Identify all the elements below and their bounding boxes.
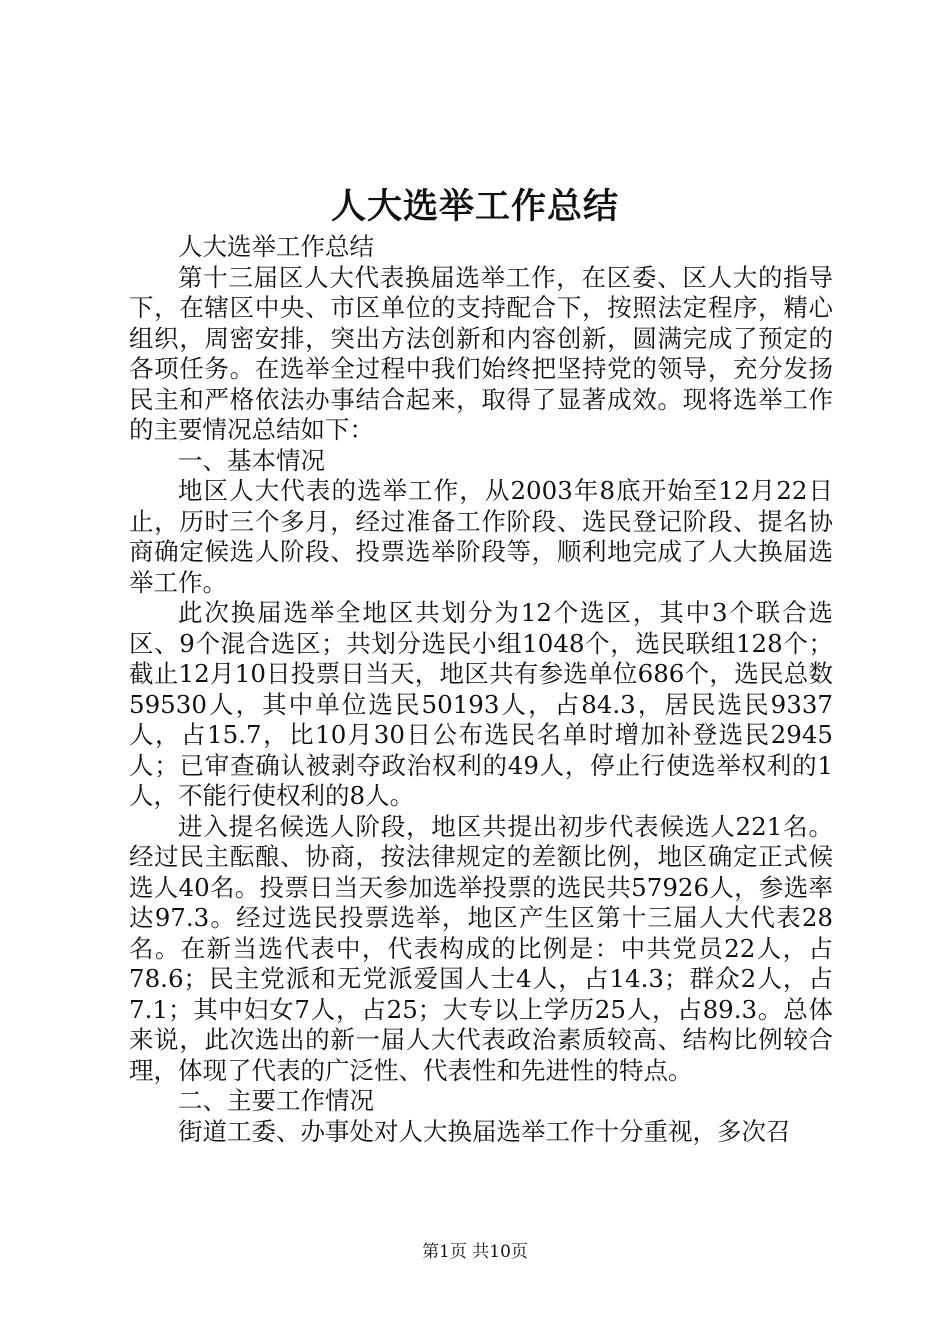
paragraph-subtitle: 人大选举工作总结 — [178, 232, 374, 261]
paragraph-timeline: 地区人大代表的选举工作，从2003年8底开始至12月22日止，历时三个多月，经过准备工作阶段、选民登记阶段、提名协商确定候选人阶段、投票选举阶段等，顺利地完成了人大换届选举工作。 — [129, 476, 833, 597]
paragraph-districts: 此次换届选举全地区共划分为12个选区，其中3个联合选区、9个混合选区；共划分选民小组1048个，选民联组128个；截止12月10日投票日当天，地区共有参选单位686个，选民总数59530人，其中单位选民50193人，占84.3，居民选民9337人，占15.7，比10月30日公布选民名单时增加补登选民2945人；已审查确认被剥夺政治权利的49人，停止行使选举权利的1人，不能行使权利的8人。 — [129, 598, 833, 810]
page-title: 人大选举工作总结 — [330, 187, 619, 227]
section-heading-basic: 一、基本情况 — [178, 445, 325, 475]
paragraph-work-start: 街道工委、办事处对人大换届选举工作十分重视，多次召 — [178, 1116, 791, 1146]
document-body — [129, 232, 833, 1147]
section-heading-main-work: 二、主要工作情况 — [178, 1086, 374, 1115]
paragraph-intro: 第十三届区人大代表换届选举工作，在区委、区人大的指导下，在辖区中央、市区单位的支持配合下，按照法定程序，精心组织，周密安排，突出方法创新和内容创新，圆满完成了预定的各项任务。在选举全过程中我们始终把坚持党的领导，充分发扬民主和严格依法办事结合起来，取得了显著成效。现将选举工作的主要情况总结如下： — [129, 262, 833, 444]
page-footer: 第1页 共10页 — [422, 1242, 528, 1262]
paragraph-candidates: 进入提名候选人阶段，地区共提出初步代表候选人221名。经过民主酝酿、协商，按法律规定的差额比例，地区确定正式候选人40名。投票日当天参加选举投票的选民共57926人，参选率达97.3。经过选民投票选举，地区产生区第十三届人大代表28名。在新当选代表中，代表构成的比例是：中共党员22人，占78.6；民主党派和无党派爱国人士4人，占14.3；群众2人，占7.1；其中妇女7人，占25；大专以上学历25人，占89.3。总体来说，此次选出的新一届人大代表政治素质较高、结构比例较合理，体现了代表的广泛性、代表性和先进性的特点。 — [129, 811, 833, 1085]
